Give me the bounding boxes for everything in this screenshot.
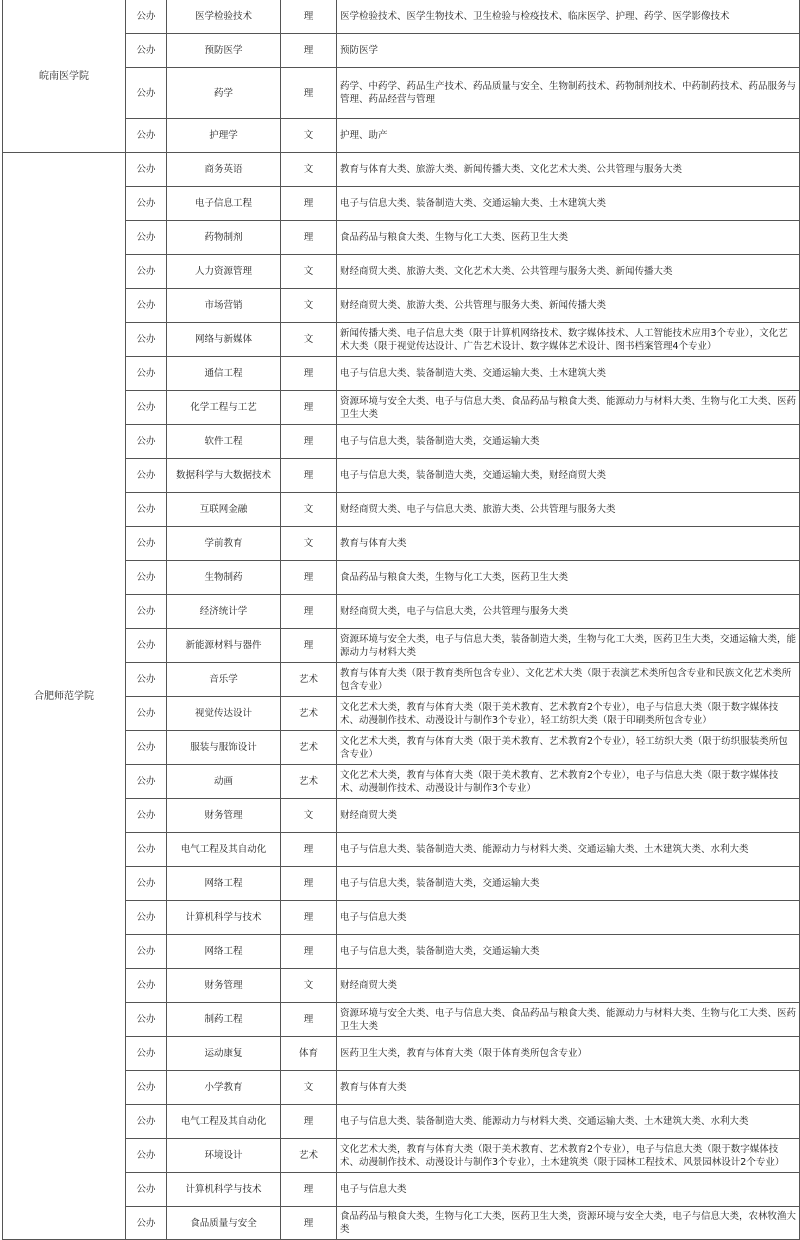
requirement-cell: 文化艺术大类，教育与体育大类（限于美术教育、艺术教育2个专业），轻工纺织大类（限于纺织服装类所包含专业）	[337, 731, 800, 765]
requirement-cell: 教育与体育大类	[337, 527, 800, 561]
school-type-cell: 公办	[126, 595, 167, 629]
school-type-cell: 公办	[126, 153, 167, 187]
school-type-cell: 公办	[126, 731, 167, 765]
requirement-cell: 财经商贸大类	[337, 969, 800, 1003]
subject-category-cell: 理	[281, 595, 337, 629]
major-name-cell: 生物制药	[167, 561, 281, 595]
major-name-cell: 经济统计学	[167, 595, 281, 629]
subject-category-cell: 理	[281, 34, 337, 68]
subject-category-cell: 艺术	[281, 765, 337, 799]
school-type-cell: 公办	[126, 391, 167, 425]
requirement-cell: 预防医学	[337, 34, 800, 68]
subject-category-cell: 理	[281, 187, 337, 221]
subject-category-cell: 理	[281, 391, 337, 425]
major-name-cell: 市场营销	[167, 289, 281, 323]
school-type-cell: 公办	[126, 1105, 167, 1139]
requirement-cell: 文化艺术大类，教育与体育大类（限于美术教育、艺术教育2个专业），电子与信息大类（限于数字媒体技术、动漫制作技术、动漫设计与制作3个专业），土木建筑类（限于园林工程技术、风景园林设计2个专业）	[337, 1139, 800, 1173]
school-type-cell: 公办	[126, 969, 167, 1003]
major-name-cell: 化学工程与工艺	[167, 391, 281, 425]
requirement-cell: 教育与体育大类（限于教育类所包含专业）、文化艺术大类（限于表演艺术类所包含专业和民族文化艺术类所包含专业）	[337, 663, 800, 697]
subject-category-cell: 文	[281, 323, 337, 357]
requirement-cell: 医药卫生大类，教育与体育大类（限于体育类所包含专业）	[337, 1037, 800, 1071]
admissions-table	[2, 0, 800, 1240]
major-name-cell: 药学	[167, 68, 281, 119]
major-name-cell: 运动康复	[167, 1037, 281, 1071]
major-name-cell: 人力资源管理	[167, 255, 281, 289]
major-name-cell: 学前教育	[167, 527, 281, 561]
requirement-cell: 食品药品与粮食大类、生物与化工大类、医药卫生大类	[337, 221, 800, 255]
requirement-cell: 电子与信息大类、装备制造大类、交通运输大类、土木建筑大类	[337, 187, 800, 221]
school-type-cell: 公办	[126, 119, 167, 153]
table-row	[3, 153, 800, 187]
requirement-cell: 财经商贸大类、旅游大类、文化艺术大类、公共管理与服务大类、新闻传播大类	[337, 255, 800, 289]
major-name-cell: 财务管理	[167, 969, 281, 1003]
major-name-cell: 电气工程及其自动化	[167, 833, 281, 867]
school-type-cell: 公办	[126, 187, 167, 221]
subject-category-cell: 文	[281, 969, 337, 1003]
subject-category-cell: 艺术	[281, 663, 337, 697]
school-type-cell: 公办	[126, 1207, 167, 1240]
subject-category-cell: 理	[281, 425, 337, 459]
school-type-cell: 公办	[126, 901, 167, 935]
major-name-cell: 服装与服饰设计	[167, 731, 281, 765]
school-type-cell: 公办	[126, 629, 167, 663]
major-name-cell: 医学检验技术	[167, 0, 281, 34]
major-name-cell: 预防医学	[167, 34, 281, 68]
major-name-cell: 网络与新媒体	[167, 323, 281, 357]
subject-category-cell: 艺术	[281, 1139, 337, 1173]
major-name-cell: 计算机科学与技术	[167, 1173, 281, 1207]
requirement-cell: 新闻传播大类、电子信息大类（限于计算机网络技术、数字媒体技术、人工智能技术应用3个专业），文化艺术大类（限于视觉传达设计、广告艺术设计、数字媒体艺术设计、图书档案管理4个专业）	[337, 323, 800, 357]
subject-category-cell: 理	[281, 901, 337, 935]
requirement-cell: 电子与信息大类	[337, 1173, 800, 1207]
requirement-cell: 电子与信息大类，装备制造大类，交通运输大类，财经商贸大类	[337, 459, 800, 493]
subject-category-cell: 文	[281, 799, 337, 833]
requirement-cell: 财经商贸大类，电子与信息大类，公共管理与服务大类	[337, 595, 800, 629]
subject-category-cell: 文	[281, 153, 337, 187]
subject-category-cell: 艺术	[281, 697, 337, 731]
major-name-cell: 制药工程	[167, 1003, 281, 1037]
subject-category-cell: 理	[281, 0, 337, 34]
major-name-cell: 网络工程	[167, 867, 281, 901]
school-type-cell: 公办	[126, 561, 167, 595]
school-type-cell: 公办	[126, 255, 167, 289]
subject-category-cell: 理	[281, 68, 337, 119]
subject-category-cell: 理	[281, 867, 337, 901]
major-name-cell: 网络工程	[167, 935, 281, 969]
school-name-cell: 合肥师范学院	[3, 153, 126, 1240]
requirement-cell: 电子与信息大类、装备制造大类、交通运输大类、土木建筑大类	[337, 357, 800, 391]
school-type-cell: 公办	[126, 833, 167, 867]
requirement-cell: 食品药品与粮食大类，生物与化工大类，医药卫生大类，资源环境与安全大类，电子与信息大类，农林牧渔大类	[337, 1207, 800, 1240]
requirement-cell: 电子与信息大类、装备制造大类、能源动力与材料大类、交通运输大类、土木建筑大类、水利大类	[337, 1105, 800, 1139]
requirement-cell: 电子与信息大类，装备制造大类，交通运输大类	[337, 867, 800, 901]
school-type-cell: 公办	[126, 459, 167, 493]
major-name-cell: 互联网金融	[167, 493, 281, 527]
requirement-cell: 医学检验技术、医学生物技术、卫生检验与检疫技术、临床医学、护理、药学、医学影像技术	[337, 0, 800, 34]
requirement-cell: 教育与体育大类	[337, 1071, 800, 1105]
major-name-cell: 视觉传达设计	[167, 697, 281, 731]
school-type-cell: 公办	[126, 697, 167, 731]
requirement-cell: 电子与信息大类、装备制造大类、能源动力与材料大类、交通运输大类、土木建筑大类、水利大类	[337, 833, 800, 867]
requirement-cell: 电子与信息大类，装备制造大类，交通运输大类	[337, 935, 800, 969]
subject-category-cell: 文	[281, 527, 337, 561]
major-name-cell: 商务英语	[167, 153, 281, 187]
school-type-cell: 公办	[126, 493, 167, 527]
major-name-cell: 电气工程及其自动化	[167, 1105, 281, 1139]
subject-category-cell: 文	[281, 1071, 337, 1105]
subject-category-cell: 文	[281, 289, 337, 323]
school-type-cell: 公办	[126, 425, 167, 459]
school-type-cell: 公办	[126, 935, 167, 969]
requirement-cell: 财经商贸大类、旅游大类、公共管理与服务大类、新闻传播大类	[337, 289, 800, 323]
subject-category-cell: 理	[281, 1207, 337, 1240]
school-type-cell: 公办	[126, 799, 167, 833]
subject-category-cell: 文	[281, 493, 337, 527]
requirement-cell: 文化艺术大类，教育与体育大类（限于美术教育、艺术教育2个专业），电子与信息大类（限于数字媒体技术、动漫制作技术、动漫设计与制作3个专业）	[337, 765, 800, 799]
major-name-cell: 护理学	[167, 119, 281, 153]
major-name-cell: 数据科学与大数据技术	[167, 459, 281, 493]
school-type-cell: 公办	[126, 289, 167, 323]
requirement-cell: 资源环境与安全大类、电子与信息大类、食品药品与粮食大类、能源动力与材料大类、生物与化工大类、医药卫生大类	[337, 1003, 800, 1037]
requirement-cell: 药学、中药学、药品生产技术、药品质量与安全、生物制药技术、药物制剂技术、中药制药技术、药品服务与管理、药品经营与管理	[337, 68, 800, 119]
subject-category-cell: 理	[281, 1105, 337, 1139]
major-name-cell: 音乐学	[167, 663, 281, 697]
school-type-cell: 公办	[126, 1173, 167, 1207]
major-name-cell: 计算机科学与技术	[167, 901, 281, 935]
school-type-cell: 公办	[126, 765, 167, 799]
subject-category-cell: 理	[281, 935, 337, 969]
school-type-cell: 公办	[126, 68, 167, 119]
subject-category-cell: 体育	[281, 1037, 337, 1071]
requirement-cell: 资源环境与安全大类，电子与信息大类，装备制造大类，生物与化工大类，医药卫生大类，交通运输大类，能源动力与材料大类	[337, 629, 800, 663]
subject-category-cell: 理	[281, 221, 337, 255]
requirement-cell: 护理、助产	[337, 119, 800, 153]
requirement-cell: 食品药品与粮食大类，生物与化工大类，医药卫生大类	[337, 561, 800, 595]
subject-category-cell: 理	[281, 1003, 337, 1037]
school-type-cell: 公办	[126, 527, 167, 561]
requirement-cell: 电子与信息大类	[337, 901, 800, 935]
subject-category-cell: 理	[281, 561, 337, 595]
school-type-cell: 公办	[126, 1003, 167, 1037]
table-row	[3, 0, 800, 34]
major-name-cell: 通信工程	[167, 357, 281, 391]
major-name-cell: 食品质量与安全	[167, 1207, 281, 1240]
requirement-cell: 电子与信息大类，装备制造大类，交通运输大类	[337, 425, 800, 459]
table-body	[3, 0, 800, 1240]
requirement-cell: 财经商贸大类、电子与信息大类、旅游大类、公共管理与服务大类	[337, 493, 800, 527]
school-type-cell: 公办	[126, 221, 167, 255]
subject-category-cell: 理	[281, 629, 337, 663]
school-name-cell: 皖南医学院	[3, 0, 126, 153]
school-type-cell: 公办	[126, 34, 167, 68]
major-name-cell: 软件工程	[167, 425, 281, 459]
school-type-cell: 公办	[126, 1139, 167, 1173]
subject-category-cell: 理	[281, 1173, 337, 1207]
school-type-cell: 公办	[126, 0, 167, 34]
major-name-cell: 电子信息工程	[167, 187, 281, 221]
requirement-cell: 教育与体育大类、旅游大类、新闻传播大类、文化艺术大类、公共管理与服务大类	[337, 153, 800, 187]
subject-category-cell: 文	[281, 119, 337, 153]
major-name-cell: 药物制剂	[167, 221, 281, 255]
subject-category-cell: 理	[281, 459, 337, 493]
major-name-cell: 环境设计	[167, 1139, 281, 1173]
subject-category-cell: 理	[281, 833, 337, 867]
school-type-cell: 公办	[126, 323, 167, 357]
school-type-cell: 公办	[126, 663, 167, 697]
major-name-cell: 新能源材料与器件	[167, 629, 281, 663]
requirement-cell: 文化艺术大类，教育与体育大类（限于美术教育、艺术教育2个专业），电子与信息大类（限于数字媒体技术、动漫制作技术、动漫设计与制作3个专业），轻工纺织大类（限于印刷类所包含专业）	[337, 697, 800, 731]
requirement-cell: 资源环境与安全大类、电子与信息大类、食品药品与粮食大类、能源动力与材料大类、生物与化工大类、医药卫生大类	[337, 391, 800, 425]
requirement-cell: 财经商贸大类	[337, 799, 800, 833]
subject-category-cell: 文	[281, 255, 337, 289]
subject-category-cell: 理	[281, 357, 337, 391]
major-name-cell: 小学教育	[167, 1071, 281, 1105]
major-name-cell: 动画	[167, 765, 281, 799]
school-type-cell: 公办	[126, 357, 167, 391]
school-type-cell: 公办	[126, 1071, 167, 1105]
subject-category-cell: 艺术	[281, 731, 337, 765]
school-type-cell: 公办	[126, 1037, 167, 1071]
school-type-cell: 公办	[126, 867, 167, 901]
major-name-cell: 财务管理	[167, 799, 281, 833]
